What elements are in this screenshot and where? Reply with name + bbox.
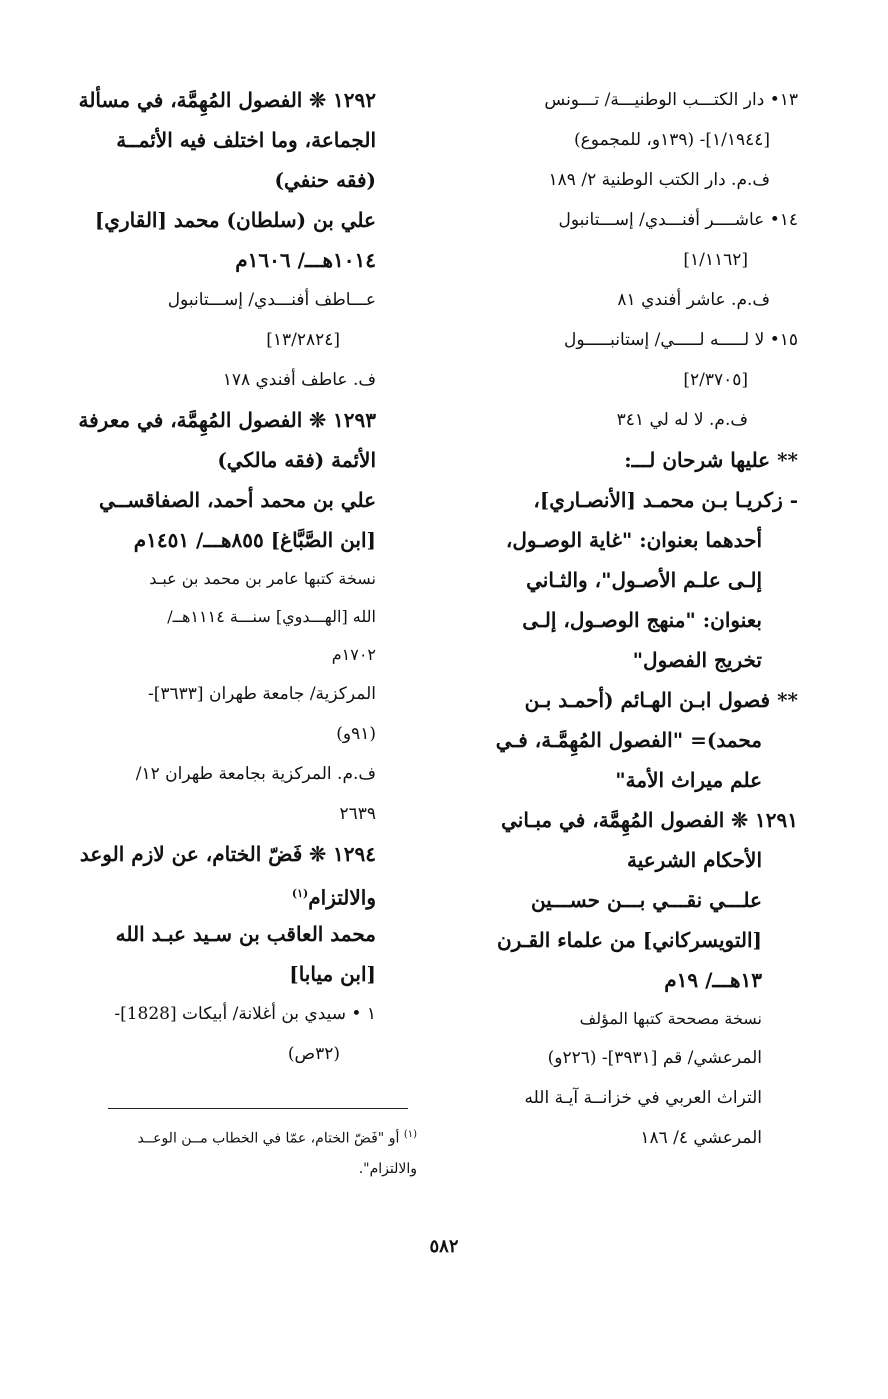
footnote-divider xyxy=(108,1108,408,1109)
line-text: ف. عاطف أفندي ١٧٨ xyxy=(222,370,376,390)
line-text: محمد)= "الفصول المُهِمَّـة، فـي xyxy=(495,728,762,752)
line-text: علـــي نقـــي بـــن حســـين xyxy=(530,888,762,912)
footnote-line: والالتزام". xyxy=(358,1160,417,1177)
text-line xyxy=(458,1038,798,1078)
line-text: تخريج الفصول" xyxy=(632,648,762,672)
text-line xyxy=(34,598,376,636)
line-text: ف.م. لا له لي ٣٤١ xyxy=(616,410,748,430)
line-text: علي بن محمد أحمد، الصفاقســي xyxy=(99,488,376,512)
footnote-reference: (١) xyxy=(291,887,309,900)
text-line xyxy=(34,320,376,360)
line-text: ١٥• لا لـــــه لـــــي/ إستانبـــــول xyxy=(564,330,798,350)
line-text: عـــاطف أفنـــدي/ إســـتانبول xyxy=(167,290,376,310)
line-text: ١٢٩٣ ❊ الفصول المُهِمَّة، في معرفة xyxy=(78,408,376,432)
line-text: علم ميراث الأمة" xyxy=(615,768,762,792)
text-line xyxy=(34,360,376,400)
line-text: والالتزام xyxy=(308,885,376,910)
line-text: ف.م. عاشر أفندي ٨١ xyxy=(617,290,770,310)
text-line xyxy=(34,1034,376,1074)
line-text: أحدهما بعنوان: "غاية الوصـول، xyxy=(505,528,762,552)
text-line xyxy=(458,1118,798,1158)
text-line xyxy=(34,714,376,754)
text-line xyxy=(34,674,376,714)
line-text: المرعشي ٤/ ١٨٦ xyxy=(640,1128,762,1148)
line-text: (٣٢ص) xyxy=(287,1044,340,1064)
line-text: (فقه حنفي) xyxy=(274,168,376,192)
text-line xyxy=(458,440,798,480)
footnote xyxy=(75,1120,417,1184)
page-number: ٥٨٢ xyxy=(429,1236,459,1257)
text-line xyxy=(458,120,798,160)
text-line xyxy=(458,920,798,960)
text-line xyxy=(458,640,798,680)
line-text: - زكريـا بـن محمـد [الأنصـاري]، xyxy=(533,488,798,512)
line-text: ف.م. المركزية بجامعة طهران ١٢/ xyxy=(135,764,376,784)
text-line xyxy=(458,1078,798,1118)
left-column xyxy=(34,80,376,1074)
text-line xyxy=(34,994,376,1034)
text-line xyxy=(458,520,798,560)
line-text: ١٢٩٤ ❊ فَضّ الختام، عن لازم الوعد xyxy=(79,842,376,866)
text-line xyxy=(458,320,798,360)
line-text: [التويسركاني] من علماء القـرن xyxy=(496,928,762,952)
line-text: التراث العربي في خزانــة آيـة الله xyxy=(524,1088,762,1108)
text-line xyxy=(34,874,376,914)
text-line xyxy=(458,680,798,720)
line-text: محمد العاقب بن سـيد عبـد الله xyxy=(115,922,376,946)
text-line xyxy=(458,760,798,800)
line-text: المرعشي/ قم [٣٩٣١]- (٢٢٦و) xyxy=(547,1048,762,1068)
line-text: (٩١و) xyxy=(336,724,376,744)
text-line xyxy=(34,80,376,120)
text-line xyxy=(458,560,798,600)
line-text: نسخة مصححة كتبها المؤلف xyxy=(579,1009,762,1028)
text-line xyxy=(458,480,798,520)
text-line xyxy=(34,200,376,240)
text-line xyxy=(34,280,376,320)
line-text: ١٠١٤هـــ/ ١٦٠٦م xyxy=(235,248,376,272)
line-text: [ابن الصَّبَّاغ] ٨٥٥هـــ/ ١٤٥١م xyxy=(133,528,376,552)
line-text: [١/١١٦٢] xyxy=(683,250,748,270)
text-line xyxy=(458,1000,798,1038)
text-line xyxy=(34,120,376,160)
text-line xyxy=(34,636,376,674)
line-text: الجماعة، وما اختلف فيه الأئمــة xyxy=(116,128,376,152)
text-line xyxy=(34,754,376,794)
line-text: ١٢٩١ ❊ الفصول المُهِمَّة، في مبـاني xyxy=(501,808,798,832)
footnote-text: أو "فَضّ الختام، عمّا في الخطاب مــن الوعــد xyxy=(137,1130,400,1147)
text-line xyxy=(34,794,376,834)
line-text: [٢/٣٧٠٥] xyxy=(683,370,748,390)
line-text: المركزية/ جامعة طهران [٣٦٣٣]- xyxy=(148,684,376,704)
line-text: ١٧٠٢م xyxy=(331,645,376,664)
text-line xyxy=(34,520,376,560)
line-text: [١٣/٢٨٢٤] xyxy=(266,330,340,350)
line-text: الأئمة (فقه مالكي) xyxy=(217,448,376,472)
line-text: علي بن (سلطان) محمد [القاري] xyxy=(94,208,376,232)
text-line xyxy=(458,80,798,120)
text-line xyxy=(458,960,798,1000)
text-line xyxy=(458,720,798,760)
line-text: ١٤• عاشــــر أفنـــدي/ إســـتانبول xyxy=(558,210,798,230)
text-line xyxy=(458,280,798,320)
line-text: الأحكام الشرعية xyxy=(626,848,762,872)
line-text: ١ • سيدي بن أغلانة/ أبيكات [1828]- xyxy=(114,1004,376,1024)
line-text: إلـى علـم الأصـول"، والثـاني xyxy=(526,568,762,592)
line-text: ١٣هـــ/ ١٩م xyxy=(664,968,762,992)
text-line xyxy=(458,600,798,640)
line-text: الله [الهـــدوي] سنـــة ١١١٤هــ/ xyxy=(167,607,376,626)
text-line xyxy=(458,160,798,200)
text-line xyxy=(458,400,798,440)
line-text: ١٢٩٢ ❊ الفصول المُهِمَّة، في مسألة xyxy=(78,88,376,112)
footnote-line xyxy=(75,1120,417,1154)
text-line xyxy=(34,400,376,440)
line-text: ١٣• دار الكتـــب الوطنيـــة/ تـــونس xyxy=(544,90,798,110)
line-text: بعنوان: "منهج الوصـول، إلـى xyxy=(522,608,762,632)
line-text: ف.م. دار الكتب الوطنية ٢/ ١٨٩ xyxy=(548,170,770,190)
text-line xyxy=(34,914,376,954)
line-text: ** فصول ابـن الهـائم (أحمـد بـن xyxy=(524,688,798,712)
line-text: ٢٦٣٩ xyxy=(339,804,376,824)
text-line xyxy=(458,840,798,880)
text-line xyxy=(34,834,376,874)
line-text: [١/١٩٤٤]- (١٣٩و، للمجموع) xyxy=(574,130,770,150)
footnote-marker: (١) xyxy=(403,1129,417,1140)
text-line xyxy=(34,240,376,280)
text-line xyxy=(34,954,376,994)
text-line xyxy=(34,160,376,200)
line-text: [ابن ميابا] xyxy=(289,962,376,986)
line-text: ** عليها شرحان لـــ: xyxy=(624,448,798,472)
text-line xyxy=(34,560,376,598)
text-line xyxy=(458,800,798,840)
text-line xyxy=(34,480,376,520)
text-line xyxy=(34,440,376,480)
right-column xyxy=(458,80,798,1158)
text-line xyxy=(458,200,798,240)
text-line xyxy=(458,240,798,280)
text-line xyxy=(458,360,798,400)
line-text: نسخة كتبها عامر بن محمد بن عبـد xyxy=(149,569,376,588)
text-line xyxy=(458,880,798,920)
